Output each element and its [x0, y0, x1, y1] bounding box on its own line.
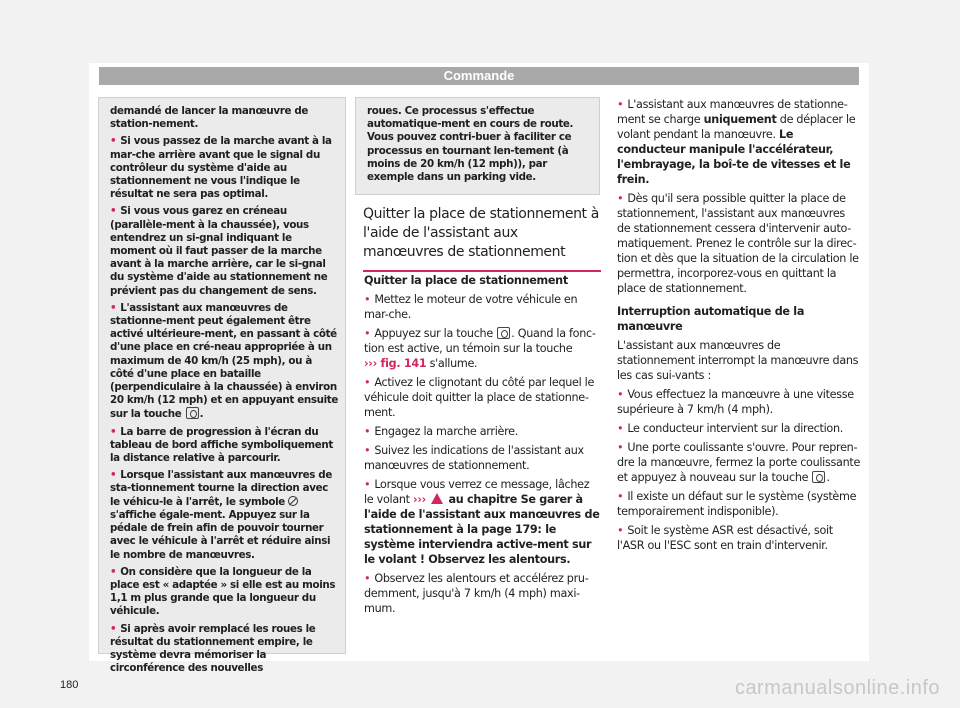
park-assist-button-icon — [497, 327, 510, 339]
note-box-middle — [355, 97, 600, 195]
note-bullet — [110, 623, 338, 676]
note-bullet-text: Si vous vous garez en créneau (parallèle-ment à la chaussée), vous entendrez un si-gnal indiquant le moment où il faut passer de la marche avant à la marche arrière, car le si-gnal du système d'aide au stationnement ne prévient pas du changement de sens. — [110, 205, 328, 297]
park-assist-button-icon — [186, 407, 199, 419]
list-item-text: Engagez la marche arrière. — [374, 425, 518, 438]
note-bullet-text: La barre de progression à l'écran du tableau de bord affiche symboliquement la distance relative à parcourir. — [110, 425, 333, 465]
paragraph: L'assistant aux manœuvres de stationnement interrompt la manœuvre dans les cas sui-vants : — [617, 339, 859, 382]
note-bullet — [110, 205, 338, 297]
list-item — [364, 292, 600, 322]
list-item-text: Vous effectuez la manœuvre à une vitesse supérieure à 7 km/h (4 mph). — [617, 388, 854, 416]
note-bullet-text: L'assistant aux manœuvres de stationne-ment peut également être activé ultérieure-ment, en passant à côté d'une place en cré-neau appropriée à un maximum de 40 km/h (25 mph), ou à côté d'une place en bataille (perpendiculaire à la chaussée) à environ 20 km/h (12 mph) et en appuyant ensuite sur la touche — [110, 301, 338, 421]
list-item-text: Activez le clignotant du côté par lequel le véhicule doit quitter la place de stationne-ment. — [364, 376, 595, 419]
figure-link[interactable]: ››› fig. 141 — [364, 357, 427, 370]
list-item-text: L'assistant aux manœuvres de stationne-ment se charge — [617, 98, 848, 126]
bullet-icon: • — [617, 490, 624, 503]
list-item-text: Le conducteur intervient sur la direction. — [627, 422, 844, 435]
bullet-icon: • — [110, 622, 117, 635]
bullet-icon: • — [364, 376, 371, 389]
column-right — [617, 97, 861, 557]
brake-symbol-icon — [288, 496, 298, 506]
note-bullet: • L'assistant aux manœuvres de stationne-ment peut également être activé ultérieure-ment, en passant à côté d'une place en cré-neau appropriée à un maximum de 40 km/h (25 mph), ou à côté d'une place en bataille (perpendiculaire à la chaussée) à environ 20 km/h (12 mph) et en appuyant ensuite sur la touche . — [110, 301, 338, 421]
bullet-icon: • — [110, 469, 117, 482]
list-item-emphasis: uniquement — [703, 113, 777, 126]
note-bullet-text: s'affiche égale-ment. Appuyez sur la pédale de frein afin de pouvoir tourner avec le véhicule à l'arrêt et réduire ainsi le nombre de manœuvres. — [110, 508, 331, 561]
bullet-icon: • — [110, 135, 117, 148]
list-item-text: Observez les alentours et accélérez pru-demment, jusqu'à 7 km/h (4 mph) maxi-mum. — [364, 572, 589, 615]
list-item-text: Dès qu'il sera possible quitter la place de stationnement, l'assistant aux manœuvres de stationnement cessera d'intervenir auto-matiquement. Prenez le contrôle sur la direc-tion et dès que la situation de la circulation le permettra, incorporez-vous en quittant la place de stationnement. — [617, 192, 859, 295]
list-item-text: . Quand la fonc-tion est active, un témoin sur la touche — [364, 327, 596, 355]
note-bullet — [110, 426, 338, 466]
subsection-title: Interruption automatique de la manœuvre — [617, 305, 805, 333]
note-bullet-text: Si après avoir remplacé les roues le résultat du stationnement empire, le système devra mémoriser la circonférence des nouvelles — [110, 622, 316, 675]
column-middle — [364, 273, 600, 620]
list-item-text: de déplacer le volant pendant la manœuvre. — [617, 113, 856, 141]
reference-link[interactable]: au chapitre Se garer à l'aide de l'assistant aux manœuvres de stationnement à la page 179 — [364, 493, 600, 536]
list-item-text: Mettez le moteur de votre véhicule en mar-che. — [364, 293, 578, 321]
list-item-text: Soit le système ASR est désactivé, soit l'ASR ou l'ESC sont en train d'intervenir. — [617, 524, 833, 552]
list-item — [364, 477, 600, 567]
bullet-icon: • — [617, 441, 624, 454]
list-item-text: Une porte coulissante s'ouvre. Pour repren-dre la manœuvre, fermez la porte coulissante et appuyez à nouveau sur la touche — [617, 441, 861, 484]
bullet-icon: • — [110, 301, 117, 314]
list-item — [364, 571, 600, 616]
list-item — [617, 489, 861, 519]
bullet-icon: • — [364, 478, 371, 491]
note-bullet — [110, 135, 338, 201]
list-item — [617, 523, 861, 553]
park-assist-button-icon — [812, 471, 825, 483]
list-item — [617, 387, 861, 417]
list-item — [617, 421, 861, 436]
bullet-icon: • — [617, 422, 624, 435]
bullet-icon: • — [110, 205, 117, 218]
list-item — [617, 191, 861, 296]
figure-link-label[interactable]: fig. 141 — [380, 357, 427, 370]
bullet-icon: • — [364, 425, 371, 438]
list-item: • Une porte coulissante s'ouvre. Pour repren-dre la manœuvre, fermez la porte coulissante et appuyez à nouveau sur la touche . — [617, 441, 861, 484]
bullet-icon: • — [364, 572, 371, 585]
bullet-icon: • — [617, 98, 624, 111]
list-item — [617, 97, 861, 187]
bullet-icon: • — [617, 192, 624, 205]
bullet-icon: • — [110, 425, 117, 438]
list-item — [364, 443, 600, 473]
bullet-icon: • — [364, 327, 371, 340]
note-bullet-text: Lorsque l'assistant aux manœuvres de sta-tionnement tourne la direction avec le véhicu-le à l'arrêt, le symbole — [110, 469, 332, 508]
list-item-text: s'allume. — [429, 357, 478, 370]
list-item-text: Il existe un défaut sur le système (système temporairement indisponible). — [617, 490, 857, 518]
watermark: carmanualsonline.info — [734, 677, 940, 699]
reference-arrow[interactable]: ››› — [413, 493, 426, 506]
bullet-icon: • — [364, 293, 371, 306]
bullet-icon: • — [364, 444, 371, 457]
bullet-icon: • — [617, 388, 624, 401]
note-text: demandé de lancer la manœuvre de station-nement. — [110, 105, 308, 131]
list-item-text: Lorsque vous verrez ce message, lâchez le volant — [364, 478, 590, 506]
bullet-icon: • — [110, 565, 117, 578]
note-bullet-text: Si vous passez de la marche avant à la mar-che arrière avant que le signal du contrôleur du système d'aide au stationnement ne vous l'indique le résultat ne sera pas optimal. — [110, 135, 332, 201]
note-box-left — [98, 97, 346, 675]
subsection-title: Quitter la place de stationnement — [364, 274, 568, 287]
list-item-text: Appuyez sur la touche — [374, 327, 493, 340]
list-item-emphasis: Le conducteur manipule l'accélérateur, l'embrayage, la boî-te de vitesses et le frein. — [617, 128, 851, 186]
warning-icon — [431, 493, 443, 504]
note-bullet — [110, 469, 338, 561]
list-item — [364, 375, 600, 420]
page-header: Commande — [99, 67, 859, 85]
list-item — [364, 326, 600, 371]
note-bullet — [110, 566, 338, 619]
page-number: 180 — [60, 679, 79, 691]
list-item-text: : le système interviendra active-ment sur le volant ! Observez les alentours. — [364, 523, 592, 566]
section-title: Quitter la place de stationnement à l'aide de l'assistant aux manœuvres de stationnement — [363, 205, 601, 272]
list-item-text: Suivez les indications de l'assistant aux manœuvres de stationnement. — [364, 444, 584, 472]
bullet-icon: • — [617, 524, 624, 537]
list-item — [364, 424, 600, 439]
manual-page — [89, 63, 869, 675]
note-text: roues. Ce processus s'effectue automatique-ment en cours de route. Vous pouvez contri-buer à faciliter ce processus en tournant len-tement (à moins de 20 km/h (12 mph)), par exemple dans un parking vide. — [367, 105, 574, 184]
note-bullet-text: On considère que la longueur de la place est « adaptée » si elle est au moins 1,1 m plus grande que la longueur du véhicule. — [110, 565, 336, 618]
